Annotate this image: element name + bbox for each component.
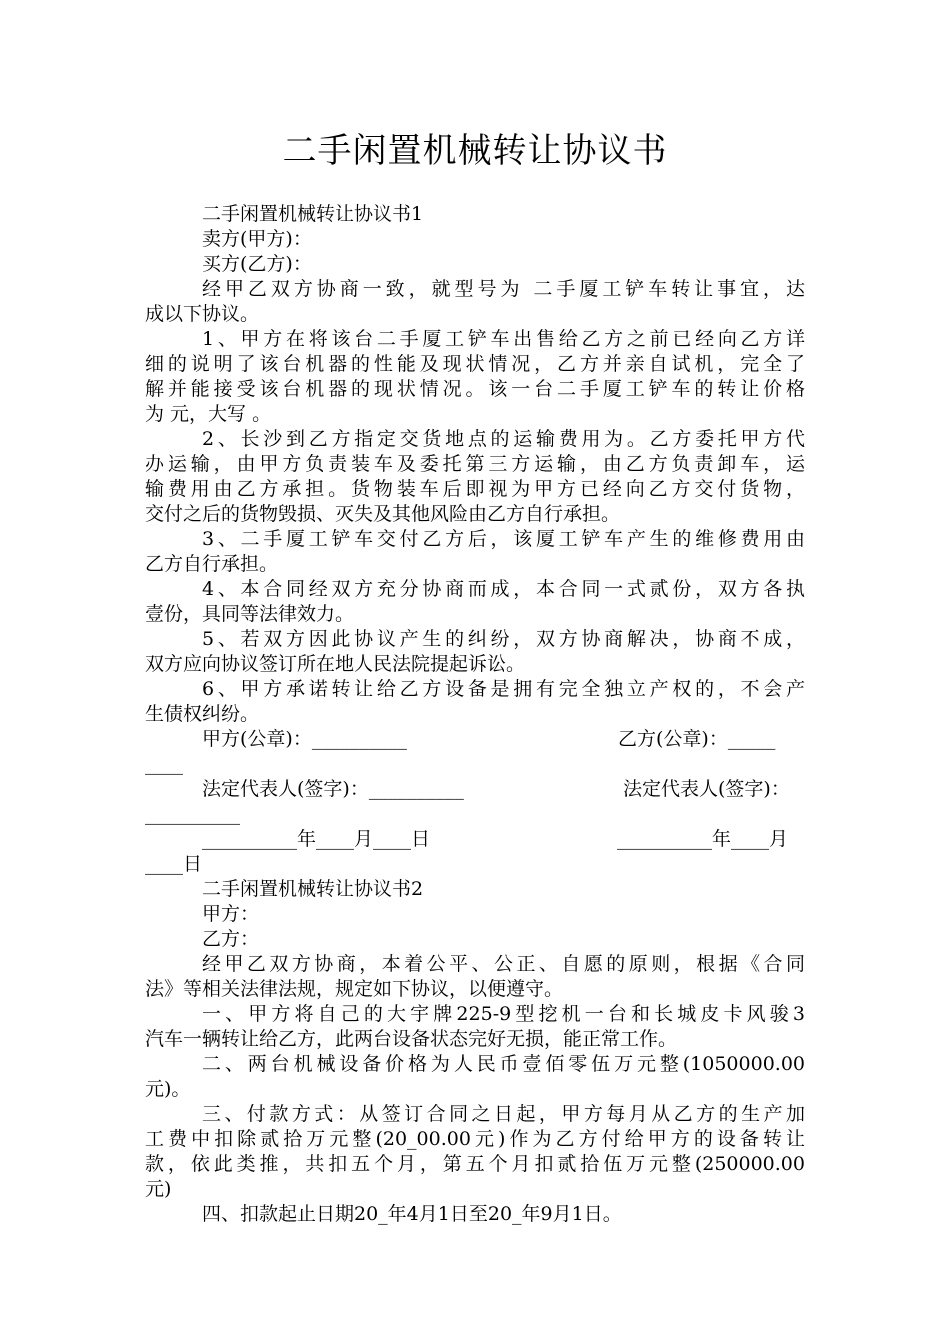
body-line: 4、本合同经双方充分协商而成，本合同一式贰份，双方各执 [202, 578, 805, 600]
document-title: 二手闲置机械转让协议书 [282, 131, 668, 171]
body-line: 经甲乙双方协商，本着公平、公正、自愿的原则，根据《合同 [202, 953, 805, 975]
body-line: 卖方(甲方)： [202, 228, 312, 250]
body-line: 一、甲方将自己的大宇牌225-9型挖机一台和长城皮卡风骏3 [202, 1003, 805, 1025]
body-line: 6、甲方承诺转让给乙方设备是拥有完全独立产权的，不会产 [202, 678, 805, 700]
body-line: 法定代表人(签字)：__________ [202, 778, 464, 800]
body-line: 元) [145, 1178, 172, 1200]
body-line: 成以下协议。 [145, 303, 260, 325]
body-line: 生债权纠纷。 [145, 703, 260, 725]
body-line: 交付之后的货物毁损、灭失及其他风险由乙方自行承担。 [145, 503, 621, 525]
body-line: 壹份，具同等法律效力。 [145, 603, 355, 625]
body-line: 法定代表人(签字)： [623, 778, 790, 800]
body-line: 为 元，大写 。 [145, 403, 272, 425]
body-line: 经甲乙双方协商一致，就型号为 二手厦工铲车转让事宜，达 [202, 278, 805, 300]
body-line: 二手闲置机械转让协议书2 [202, 878, 424, 900]
body-line: ____日 [145, 853, 203, 875]
body-line: 2、长沙到乙方指定交货地点的运输费用为。乙方委托甲方代 [202, 428, 805, 450]
body-line: 法》等相关法律法规，规定如下协议，以便遵守。 [145, 978, 564, 1000]
body-line: 输费用由乙方承担。货物装车后即视为甲方已经向乙方交付货物， [145, 478, 805, 500]
body-line: 办运输，由甲方负责装车及委托第三方运输，由乙方负责卸车，运 [145, 453, 805, 475]
body-line: 汽车一辆转让给乙方，此两台设备状态完好无损，能正常工作。 [145, 1028, 678, 1050]
body-line: 二、两台机械设备价格为人民币壹佰零伍万元整(1050000.00 [202, 1053, 805, 1075]
body-line: ____ [145, 753, 183, 775]
body-line: __________ [145, 803, 240, 825]
body-line: 3、二手厦工铲车交付乙方后，该厦工铲车产生的维修费用由 [202, 528, 805, 550]
body-line: 款，依此类推，共扣五个月，第五个月扣贰拾伍万元整(250000.00 [145, 1153, 805, 1175]
body-line: 甲方： [202, 903, 260, 925]
body-line: 买方(乙方)： [202, 253, 312, 275]
body-line: 乙方： [202, 928, 260, 950]
body-line: 工费中扣除贰拾万元整(20_00.00元)作为乙方付给甲方的设备转让 [145, 1128, 805, 1150]
body-line: 元)。 [145, 1078, 191, 1100]
body-line: 甲方(公章)：__________ [202, 728, 407, 750]
body-line: __________年____月 [617, 828, 789, 850]
body-line: 乙方自行承担。 [145, 553, 279, 575]
body-line: 二手闲置机械转让协议书1 [202, 203, 424, 225]
body-line: 细的说明了该台机器的性能及现状情况，乙方并亲自试机，完全了 [145, 353, 805, 375]
body-line: 三、付款方式：从签订合同之日起，甲方每月从乙方的生产加 [202, 1103, 805, 1125]
body-line: 解并能接受该台机器的现状情况。该一台二手厦工铲车的转让价格 [145, 378, 805, 400]
body-line: 双方应向协议签订所在地人民法院提起诉讼。 [145, 653, 526, 675]
body-line: 5、若双方因此协议产生的纠纷，双方协商解决，协商不成， [202, 628, 805, 650]
body-line: __________年____月____日 [202, 828, 431, 850]
body-line: 乙方(公章)：_____ [618, 728, 776, 750]
body-line: 四、扣款起止日期20_年4月1日至20_年9月1日。 [202, 1203, 622, 1225]
body-line: 1、甲方在将该台二手厦工铲车出售给乙方之前已经向乙方详 [202, 328, 805, 350]
